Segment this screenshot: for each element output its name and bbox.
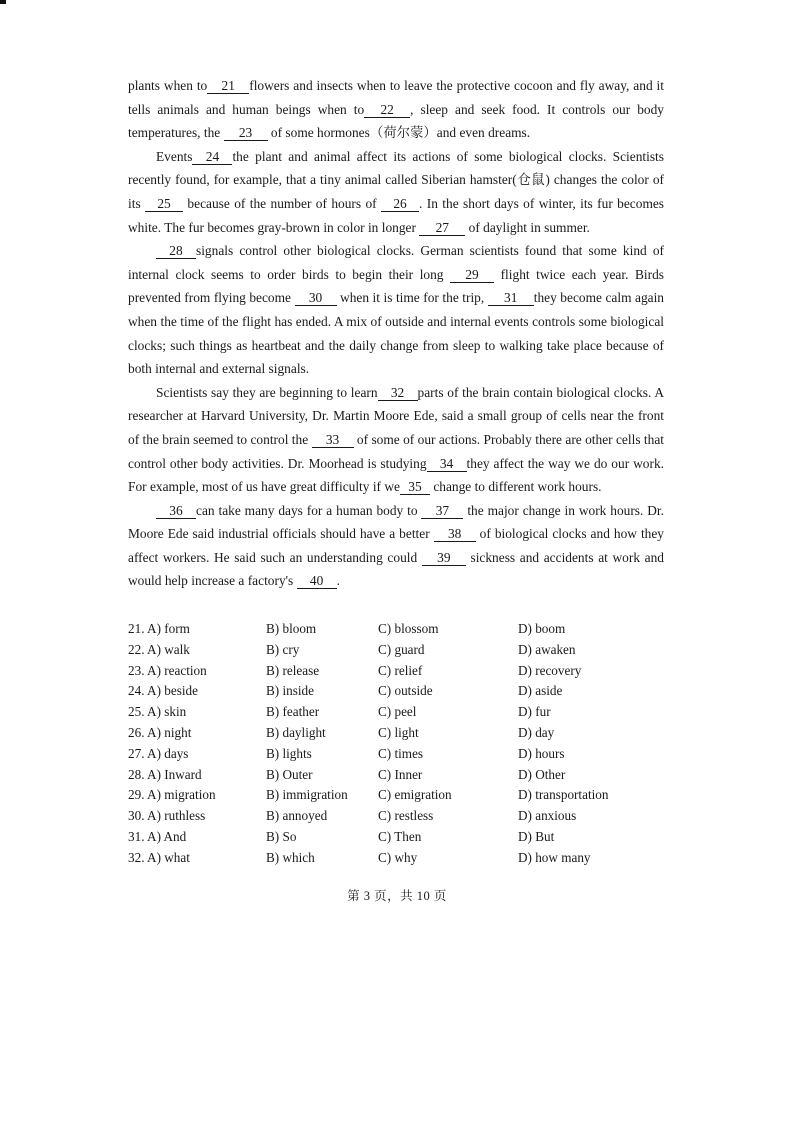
paragraph-2: Events 24 the plant and animal affect its actions of some biological clocks. Scientists recently found, for example, that a tiny animal called Siberian hamster(仓鼠) changes the color of its 25 because of the number of hours of 26 . In the short days of winter, its fur becomes white. The fur becomes gray-brown in color in longer 27 of daylight in summer. [128,148,665,235]
option-row-21: 21. A) form B) bloom C) blossom D) boom [128,621,566,636]
option-row-32: 32. A) what B) which C) why D) how many [128,849,591,865]
option-row-30: 30. A) ruthless B) annoyed C) restless D) anxious [128,808,577,824]
blank-38: 38 [434,526,476,542]
option-row-28: 28. A) Inward B) Outer C) Inner D) Other [128,766,566,782]
cloze-passage [128,74,664,593]
option-row-26: 26. A) night B) daylight C) light D) day [128,724,555,740]
blank-29: 29 [450,267,494,283]
blank-23: 23 [224,125,268,141]
blank-34: 34 [427,456,467,472]
option-row-25: 25. A) skin B) feather C) peel D) fur [128,704,551,720]
option-row-23: 23. A) reaction B) release C) relief D) recovery [128,662,582,678]
answer-options [128,621,668,871]
blank-33: 33 [312,432,354,448]
blank-26: 26 [381,196,419,212]
option-row-29: 29. A) migration B) immigration C) emigration D) transportation [128,787,609,803]
blank-35: 35 [400,479,430,495]
blank-40: 40 [297,573,337,589]
paragraph-3: 28 signals control other biological clocks. German scientists found that some kind of internal clock seems to order birds to begin their long 29 flight twice each year. Birds prevented from flying become 30 when it is time for the trip, 31 they become calm again when the time of the flight has ended. A mix of outside and internal events controls some biological clocks; such things as heartbeat and the daily change from sleep to walking take place because of both internal and external signals. [128,243,664,377]
paragraph-5: 36 can take many days for a human body to 37 the major change in work hours. Dr. Moore Ede said industrial officials should have a better 38 of biological clocks and how they affect workers. He said such an understanding could 39 sickness and accidents at work and would help increase a factory's 40 . [128,502,664,589]
option-row-22: 22. A) walk B) cry C) guard D) awaken [128,641,576,657]
paragraph-1: plants when to 21 flowers and insects when to leave the protective cocoon and fly away, and it tells animals and human beings when to 22 , sleep and seek food. It controls our body temperatures, the 23 of some hormones（荷尔蒙）and even dreams. [128,78,664,141]
blank-27: 27 [419,220,465,236]
page-footer: 第 3 页，共 10 页 [347,889,447,903]
blank-28: 28 [156,243,196,259]
blank-37: 37 [421,503,463,519]
paragraph-4: Scientists say they are beginning to learn 32 parts of the brain contain biological clocks. A researcher at Harvard University, Dr. Martin Moore Ede, said a small group of cells near the front of the brain seemed to control the 33 of some of our actions. Probably there are other cells that control other body activities. Dr. Moorhead is studying 34 they affect the way we do our work. For example, most of us have great difficulty if we 35 change to different work hours. [128,384,664,495]
blank-31: 31 [488,290,534,306]
blank-36: 36 [156,503,196,519]
blank-21: 21 [207,78,249,94]
option-row-27: 27. A) days B) lights C) times D) hours [128,745,565,761]
option-row-31: 31. A) And B) So C) Then D) But [128,828,555,844]
blank-39: 39 [422,550,466,566]
option-row-24: 24. A) beside B) inside C) outside D) aside [128,683,563,699]
scan-corner-mark [0,0,6,4]
blank-25: 25 [145,196,183,212]
blank-24: 24 [192,149,232,165]
blank-32: 32 [378,385,418,401]
blank-22: 22 [364,102,410,118]
blank-30: 30 [295,290,337,306]
